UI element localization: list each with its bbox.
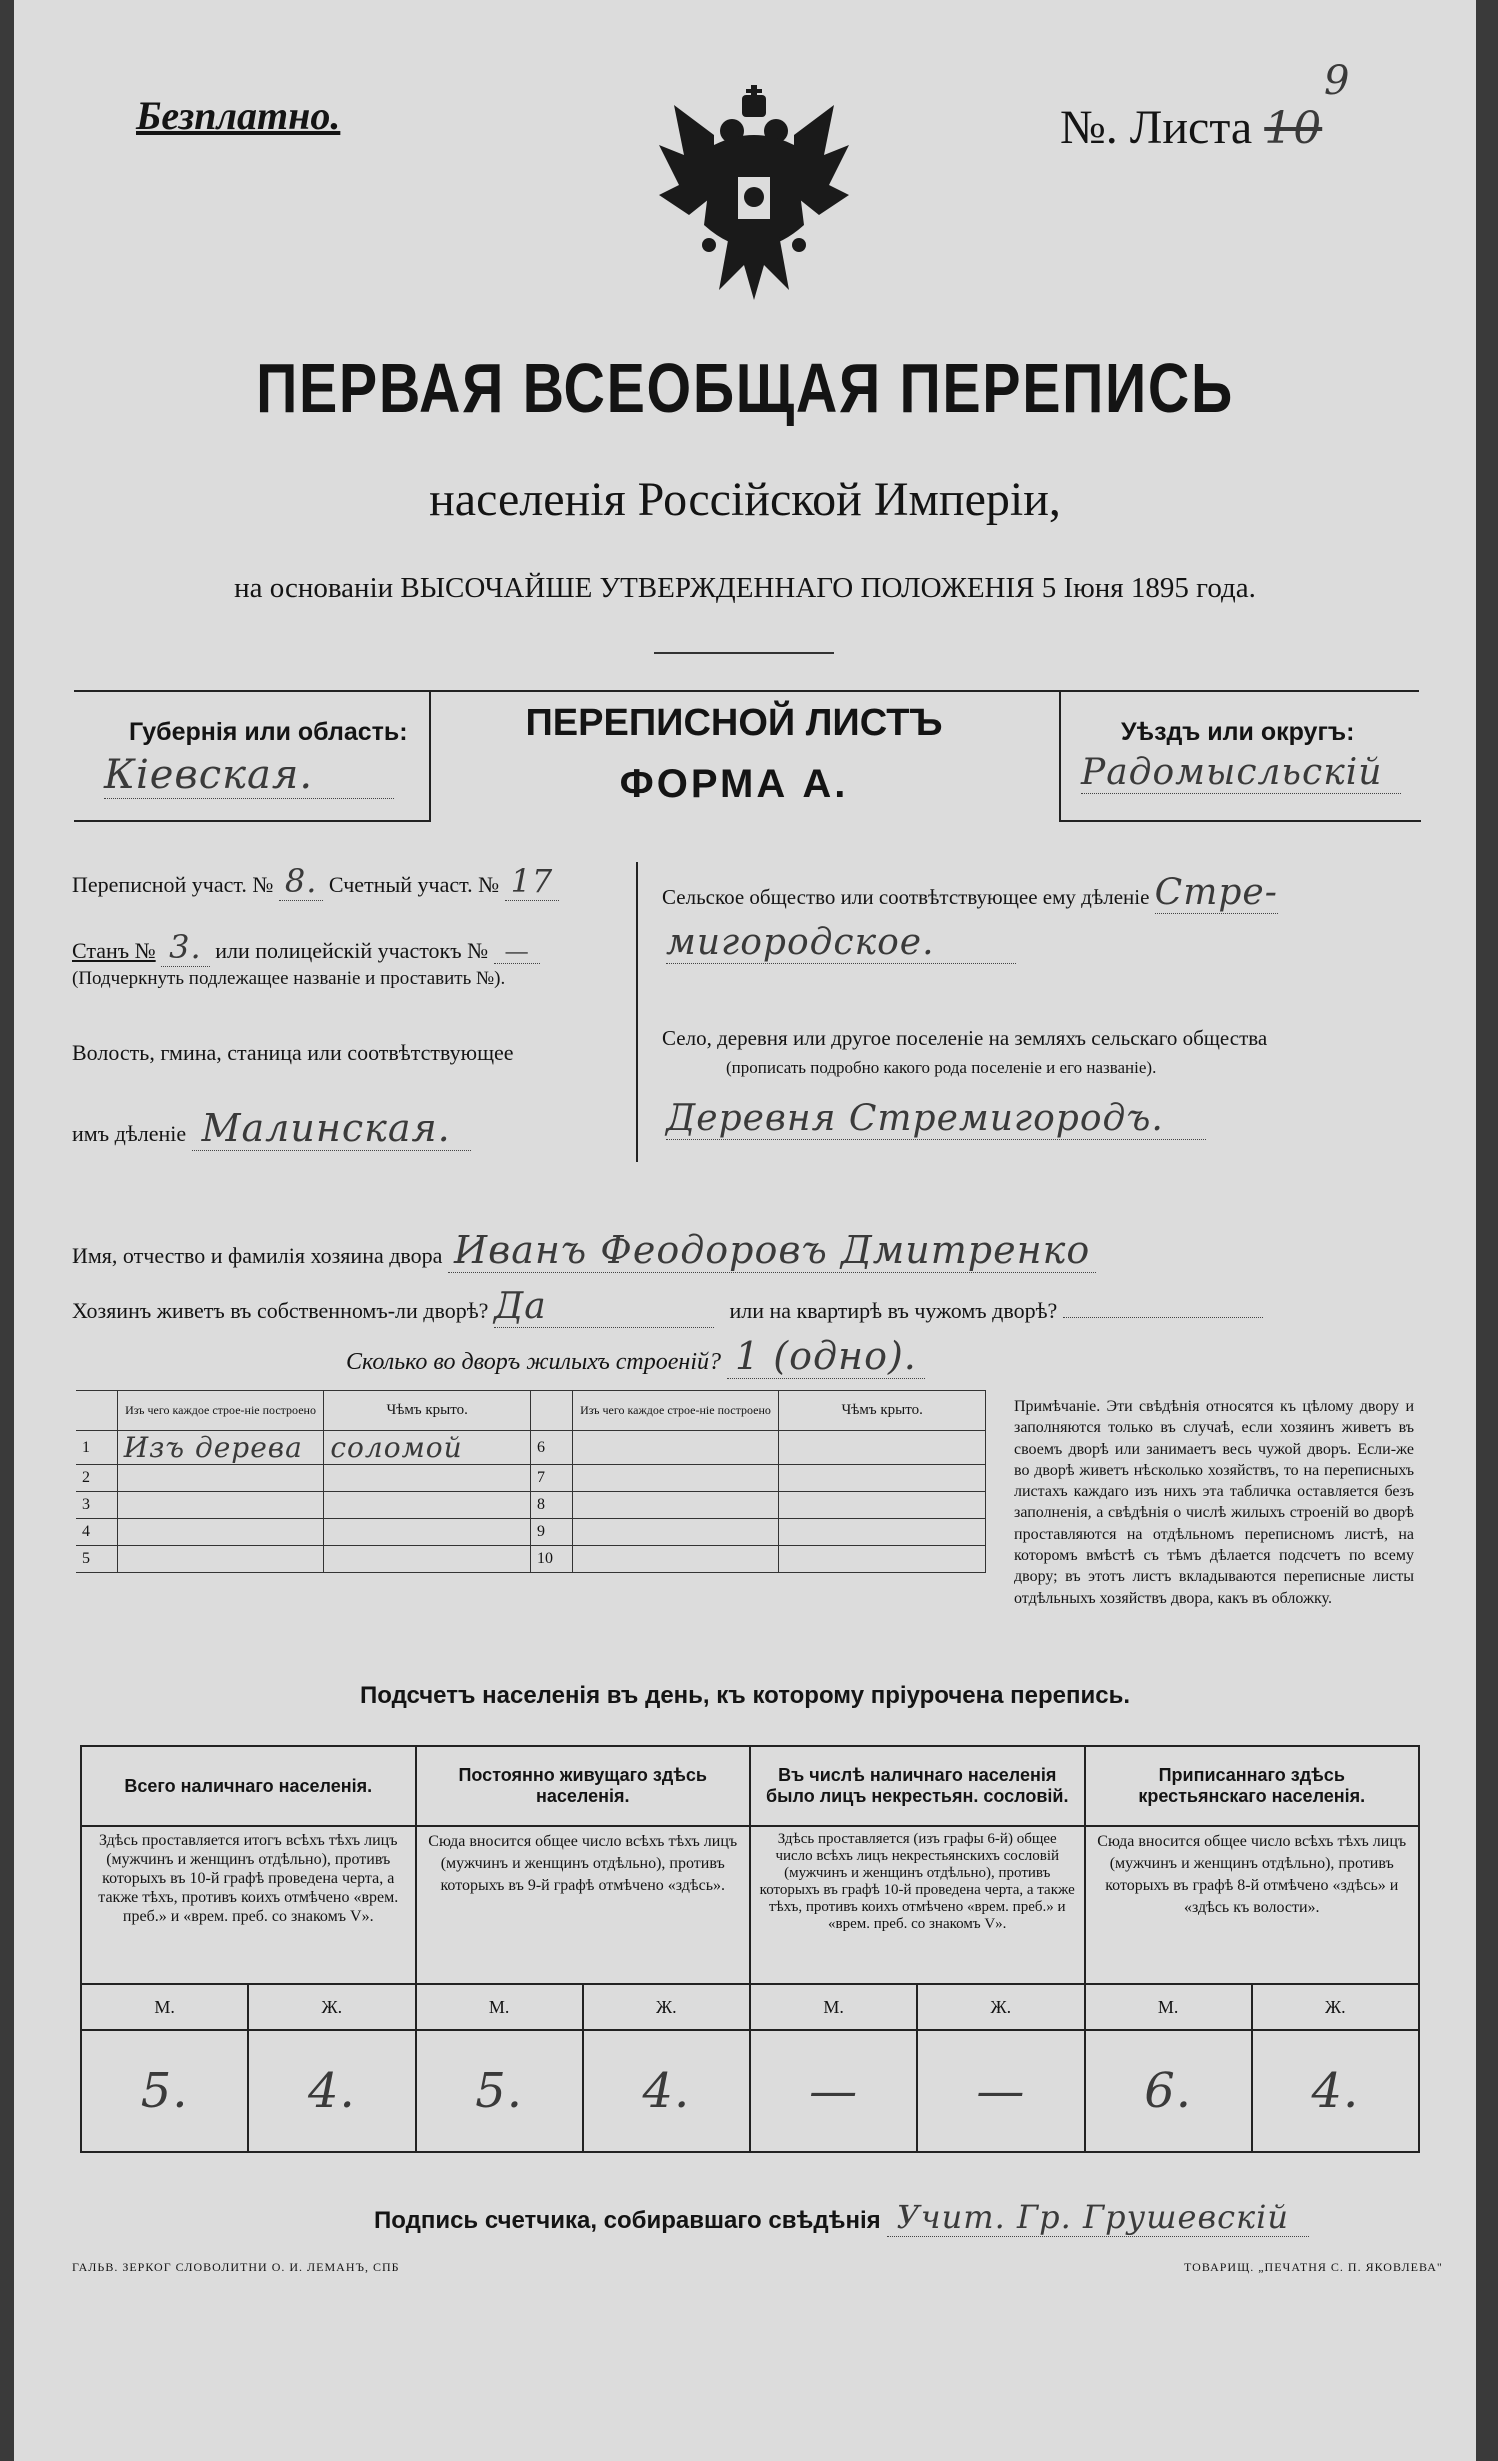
footer-right: ТОВАРИЩ. „ПЕЧАТНЯ С. П. ЯКОВЛЕВА" [1184,2260,1443,2274]
row-1-roof: соломой [324,1431,531,1465]
f-label: Ж. [1252,1984,1419,2030]
total-present-male: 5. [81,2030,248,2152]
count-col-3-desc: Здѣсь проставляется (изъ графы 6-й) общее число всѣхъ лицъ некрестьянскихъ сословій (мужчинъ и женщинъ отдѣльно), противъ которыхъ въ графѣ 10-й проведена черта, а также тѣхъ, противъ коихъ отмѣчено «врем. преб.» и «врем. преб. со знакомъ V». [750,1826,1085,1984]
count-table [80,1745,1420,2153]
table-row: 1 Изъ дерева соломой 6 [76,1431,986,1465]
footer-left: ГАЛЬВ. ЗЕРКОГ СЛОВОЛИТНИ О. И. ЛЕМАНЪ, СПБ [72,2260,400,2274]
owner-own-value: Да [494,1286,714,1328]
count-heading: Подсчетъ населенія въ день, къ которому пріурочена перепись. [360,1682,1130,1709]
form-subtitle: ФОРМА А. [619,762,849,806]
page-number-corner: 9 [1324,58,1351,104]
volost-label: Волость, гмина, станица или соотвѣтствующее [72,1040,514,1065]
stan-value: 3. [161,928,210,967]
table-row: 2 7 [76,1465,986,1492]
police-value: — [494,938,540,964]
gubernia-label: Губернія или область: [129,718,408,746]
col-material-header: Изъ чего каждое строе-ніе построено [117,1391,324,1431]
gubernia-box [74,690,431,822]
village-note: (прописать подробно какого рода поселеніе и его названіе). [726,1058,1157,1077]
perepis-value: 8. [279,862,324,901]
coat-of-arms-emblem [654,85,854,330]
col-roof-header-2: Чѣмъ крыто. [779,1391,986,1431]
society-value-2: мигородское. [666,922,1016,964]
form-title: ПЕРЕПИСНОЙ ЛИСТЪ [525,702,943,744]
count-col-4-title: Приписаннаго здѣсь крестьянскаго населенія. [1085,1746,1420,1826]
uezd-value: Радомысльскій [1081,752,1401,794]
m-label: М. [81,1984,248,2030]
f-label: Ж. [583,1984,750,2030]
signature-line: Подпись счетчика, собиравшаго свѣдѣнія Учит. Гр. Грушевскій [374,2198,1309,2236]
uezd-label: Уѣздъ или округъ: [1121,718,1355,746]
owner-name-line: Имя, отчество и фамилія хозяина двора Иванъ Феодоровъ Дмитренко [72,1228,1096,1272]
sheet-number-value: 10 [1264,103,1323,154]
buildings-note: Примѣчаніе. Эти свѣдѣнія относятся къ цѣлому двору и заполняются только въ случаѣ, если хозяинъ живетъ въ своемъ дворѣ или занимаетъ весь чужой дворъ. Если-же во дворѣ живетъ нѣсколько хозяйствъ, то на переписныхъ листахъ каждаго изъ нихъ эта табличка оставляется безъ заполненія, а свѣдѣнія о числѣ жилыхъ строеній во дворѣ проставляются на отдѣльномъ переписномъ листѣ, на которомъ вмѣстѣ съ тѣмъ дѣлается подсчетъ по всему двору; въ этотъ листъ вкладываются переписные листы отдѣльныхъ хозяйствъ двора, какъ въ обложку. [1014,1398,1414,1607]
table-row: 3 8 [76,1492,986,1519]
col-roof-header: Чѣмъ крыто. [324,1391,531,1431]
total-present-female: 4. [248,2030,415,2152]
society-line: Сельское общество или соотвѣтствующее ему дѣленіе Стре- [662,872,1278,913]
sheet-number-label: №. Листа 10 [1060,101,1323,154]
permanent-male: 5. [416,2030,583,2152]
volost-line: имъ дѣленіе Малинская. [72,1106,471,1150]
perepis-line: Переписной участ. № 8. Счетный участ. № 17 [72,862,559,900]
count-col-2-desc: Сюда вносится общее число всѣхъ тѣхъ лицъ (мужчинъ и женщинъ отдѣльно), противъ которыхъ въ 9-й графѣ отмѣчено «здѣсь». [416,1826,751,1984]
count-col-2-title: Постоянно живущаго здѣсь населенія. [416,1746,751,1826]
count-col-3-title: Въ числѣ наличнаго населенія было лицъ некрестьян. сословій. [750,1746,1085,1826]
buildings-table [76,1390,986,1573]
uezd-box [1059,690,1421,822]
free-label: Безплатно. [136,93,341,138]
non-peasant-female: — [917,2030,1084,2152]
schet-value: 17 [505,862,560,901]
f-label: Ж. [917,1984,1084,2030]
village-label: Село, деревня или другое поселеніе на земляхъ сельскаго общества [662,1026,1268,1050]
m-label: М. [416,1984,583,2030]
page-title: ПЕРВАЯ ВСЕОБЩАЯ ПЕРЕПИСЬ [256,349,1234,427]
stan-note: (Подчеркнуть подлежащее названіе и проставить №). [72,968,506,989]
village-value: Деревня Стремигородъ. [666,1098,1206,1140]
signature-value: Учит. Гр. Грушевскій [887,2198,1309,2237]
f-label: Ж. [248,1984,415,2030]
m-label: М. [1085,1984,1252,2030]
buildings-count-line: Сколько во дворъ жилыхъ строеній? 1 (одно). [346,1334,925,1378]
basis-line: на основаніи ВЫСОЧАЙШЕ УТВЕРЖДЕННАГО ПОЛОЖЕНІЯ 5 Іюня 1895 года. [234,572,1256,604]
row-1-material: Изъ дерева [117,1431,324,1465]
col-material-header-2: Изъ чего каждое строе-ніе построено [572,1391,779,1431]
stan-line: Станъ № 3. или полицейскій участокъ № — [72,928,540,966]
owner-own-line: Хозяинъ живетъ въ собственномъ-ли дворѣ? Да или на квартирѣ въ чужомъ дворѣ? [72,1286,1263,1328]
registered-peasant-female: 4. [1252,2030,1419,2152]
count-col-1-title: Всего наличнаго населенія. [81,1746,416,1826]
table-row: 4 9 [76,1519,986,1546]
ornament-divider [654,652,834,654]
buildings-count-value: 1 (одно). [727,1334,925,1379]
volost-value: Малинская. [192,1106,471,1151]
vertical-divider [636,862,638,1162]
owner-name-value: Иванъ Феодоровъ Дмитренко [448,1228,1096,1273]
permanent-female: 4. [583,2030,750,2152]
table-row: 5 10 [76,1546,986,1573]
registered-peasant-male: 6. [1085,2030,1252,2152]
count-col-1-desc: Здѣсь проставляется итогъ всѣхъ тѣхъ лицъ (мужчинъ и женщинъ отдѣльно), противъ которыхъ въ 10-й графѣ проведена черта, а также тѣхъ, противъ коихъ отмѣчено «врем. преб.» и «врем. преб. со знакомъ V». [81,1826,416,1984]
m-label: М. [750,1984,917,2030]
page-subtitle: населенія Россійской Имперіи, [429,473,1061,526]
society-value-1: Стре- [1154,872,1278,913]
count-col-4-desc: Сюда вносится общее число всѣхъ тѣхъ лицъ (мужчинъ и женщинъ отдѣльно), противъ которыхъ въ графѣ 8-й отмѣчено «здѣсь» и «здѣсь къ волости». [1085,1826,1420,1984]
census-sheet [14,0,1476,2461]
gubernia-value: Кіевская. [104,752,394,799]
non-peasant-male: — [750,2030,917,2152]
